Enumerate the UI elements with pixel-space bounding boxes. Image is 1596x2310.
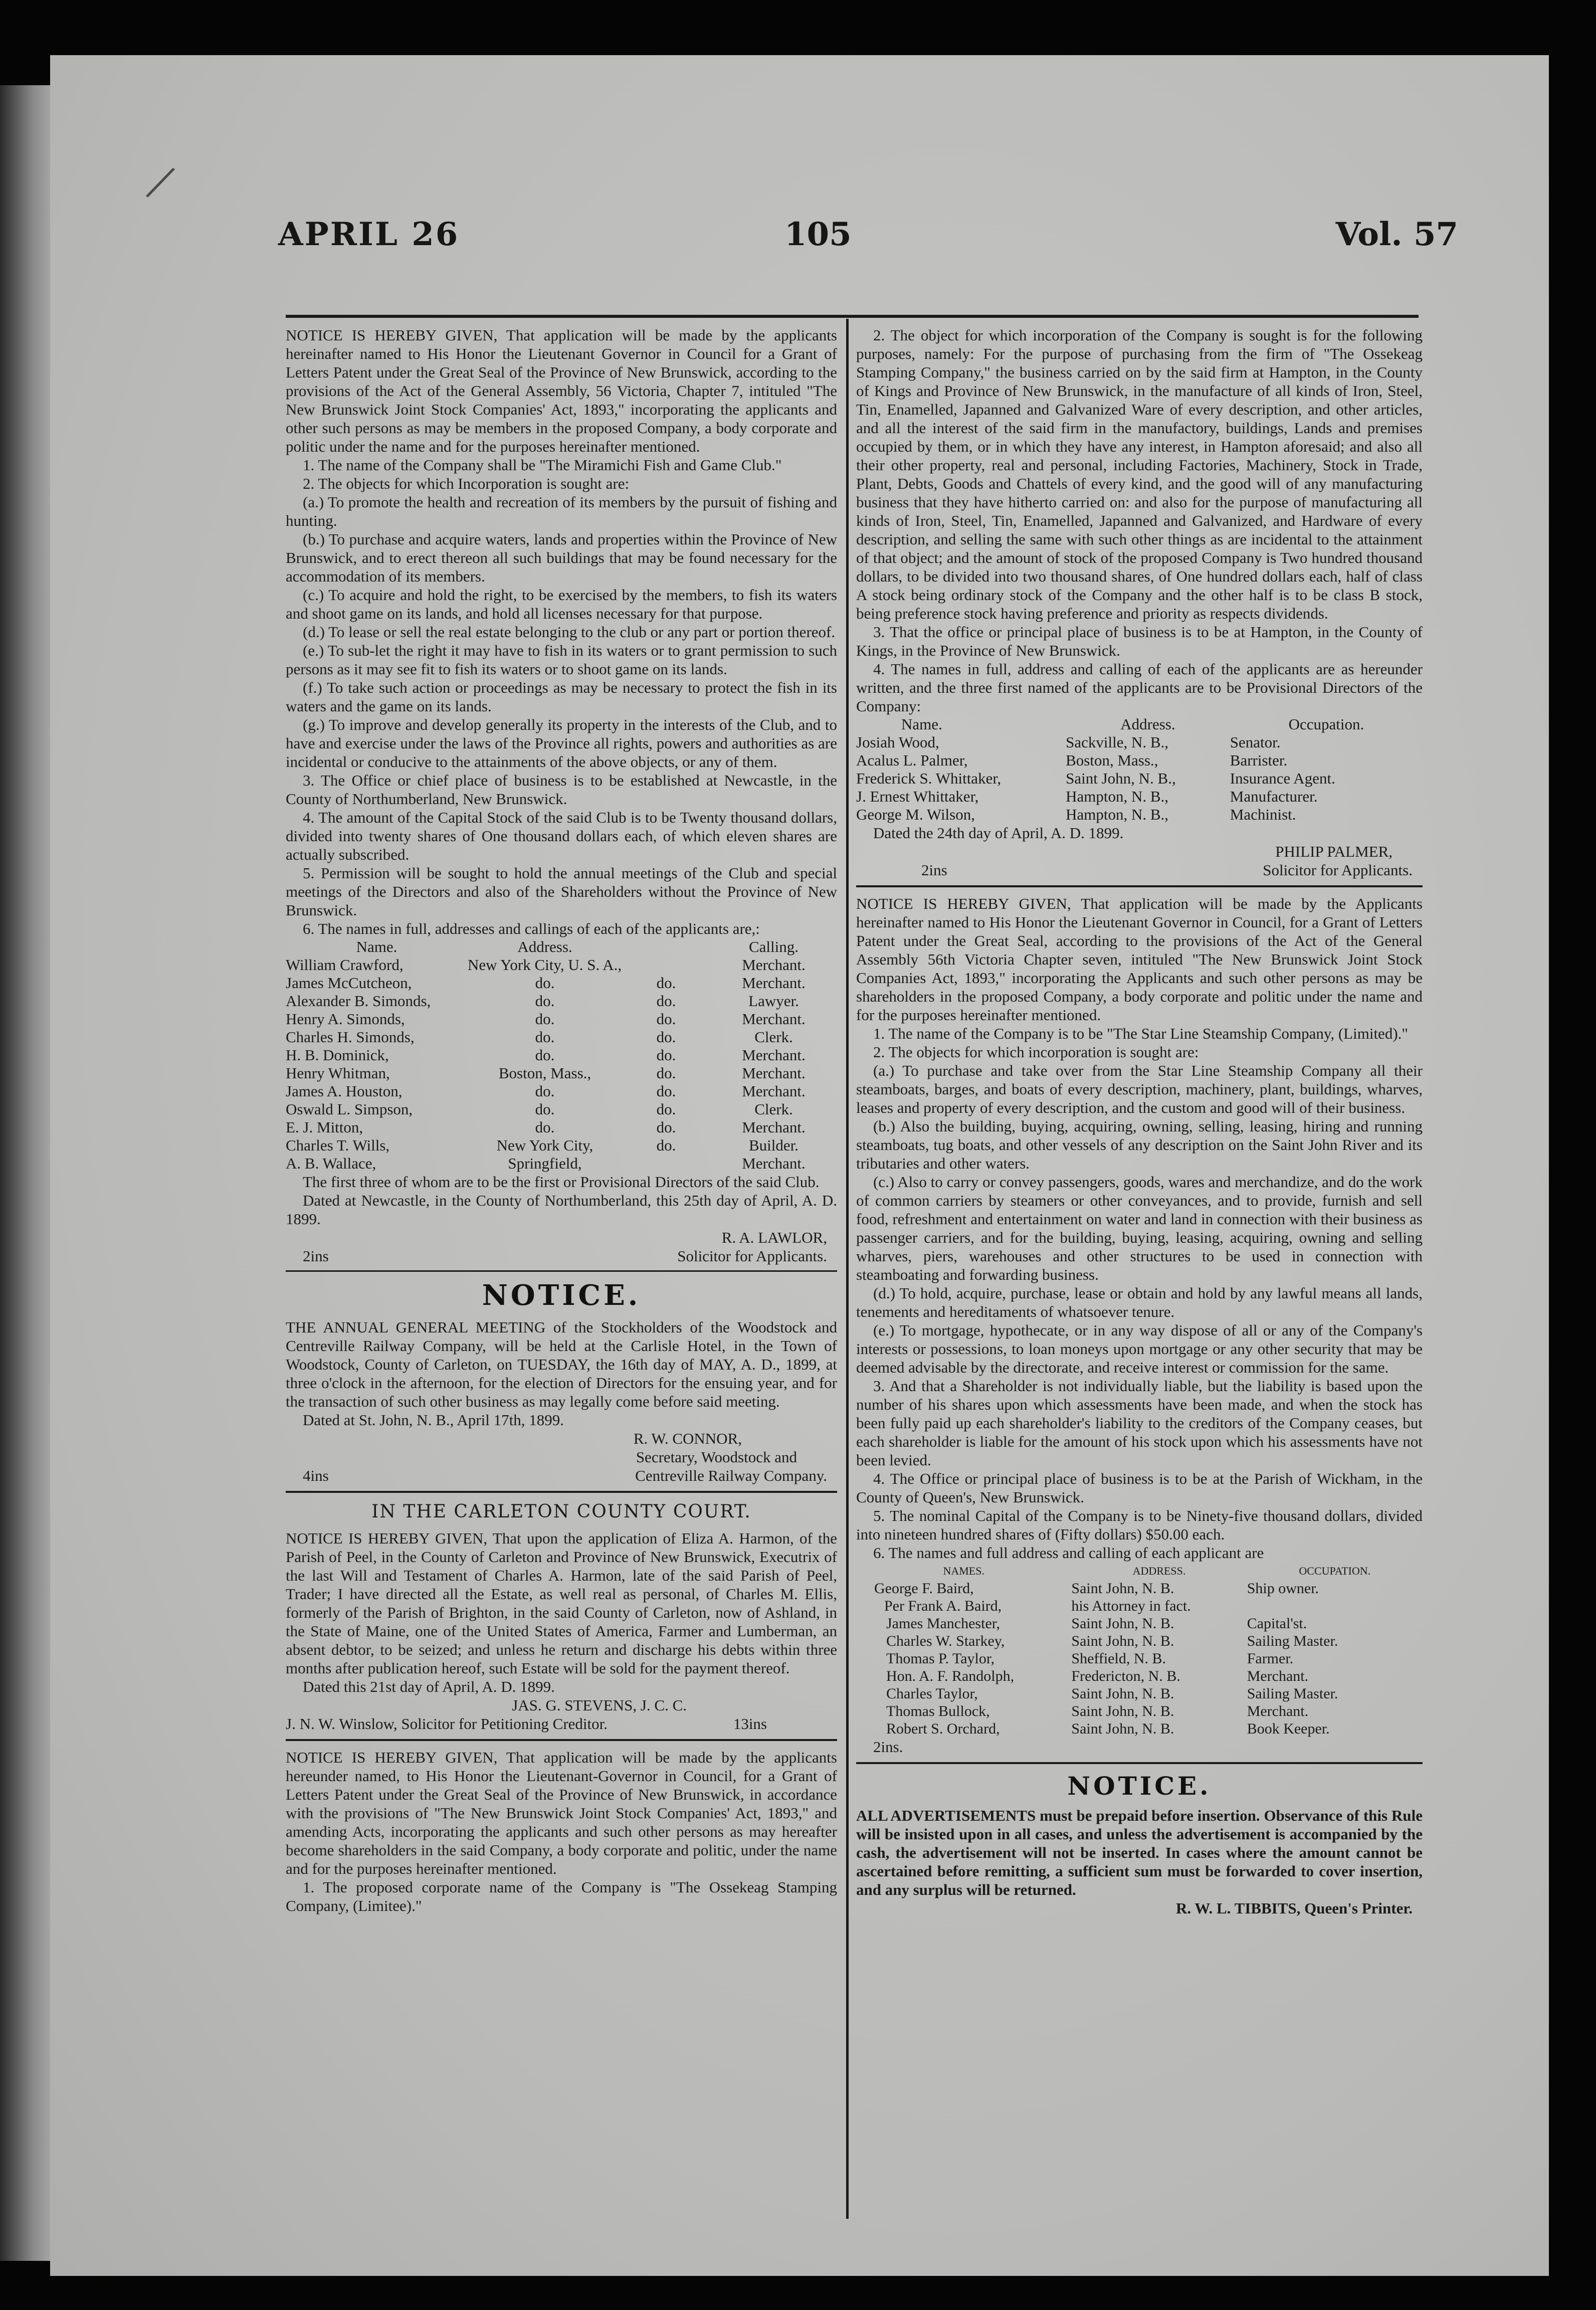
- court-notice: [286, 1500, 837, 1733]
- applicant-calling: Merchant.: [742, 1046, 806, 1064]
- court-notice-heading: IN THE CARLETON COUNTY COURT.: [371, 1501, 751, 1522]
- applicant-address-ditto: do.: [656, 992, 676, 1010]
- applicant-address-ditto: do.: [656, 974, 676, 992]
- applicant-address-ditto: [622, 1154, 710, 1173]
- left-column: [286, 326, 837, 1915]
- railway-notice-heading: NOTICE.: [482, 1279, 641, 1312]
- advertisements-notice: [856, 1771, 1423, 1917]
- applicant-name: Charles W. Starkey,: [886, 1633, 1005, 1649]
- railway-signatory-title: Secretary, Woodstock and: [636, 1448, 797, 1466]
- column-header: NAMES.: [943, 1565, 984, 1577]
- applicant-address-ditto: [622, 956, 710, 974]
- fish-club-paragraph: 6. The names in full, addresses and callings of each of the applicants are,:: [303, 920, 760, 937]
- applicant-occupation: Merchant.: [1247, 1668, 1309, 1684]
- stamping-notice-continued: [856, 326, 1423, 879]
- applicant-calling: Merchant.: [742, 1118, 806, 1136]
- table-row: [286, 1010, 837, 1028]
- applicant-address-ditto: do.: [656, 1118, 676, 1136]
- insertion-count: 4ins: [303, 1467, 329, 1484]
- stamping-dated: Dated the 24th day of April, A. D. 1899.: [873, 824, 1124, 842]
- applicant-name: Acalus L. Palmer,: [856, 751, 968, 769]
- applicant-name: Charles T. Wills,: [286, 1136, 390, 1154]
- table-row: [856, 1597, 1423, 1615]
- table-row: [856, 1720, 1423, 1738]
- applicant-calling: Clerk.: [754, 1028, 793, 1046]
- applicant-calling: Merchant.: [742, 1154, 806, 1172]
- running-head: [278, 216, 1458, 266]
- table-header-row: [286, 938, 837, 956]
- applicant-name: Hon. A. F. Randolph,: [886, 1668, 1015, 1684]
- applicant-name: E. J. Mitton,: [286, 1118, 363, 1136]
- applicant-calling: Builder.: [748, 1136, 799, 1154]
- railway-notice: [286, 1278, 837, 1485]
- applicant-occupation: Ship owner.: [1247, 1580, 1319, 1597]
- stamping-applicants-table: [856, 715, 1423, 824]
- table-row: [856, 1667, 1423, 1685]
- table-row: [856, 769, 1423, 788]
- table-row: [286, 1136, 837, 1154]
- star-line-paragraph: (c.) Also to carry or convey passengers, goods, wares and merchandize, and do the work of common carriers by steamers or other conveyances, and to provide, furnish and sell food, refreshment and entertainment on water and land in connection with their business as passenger carriers, and for the building, buying, leasing, acquiring, owning and selling wharves, piers, warehouses and other structures to be used in connection with steamboating and forwarding business.: [856, 1173, 1423, 1283]
- stamping-signature-line: [856, 861, 1423, 879]
- fish-club-paragraph: (a.) To promote the health and recreation of its members by the pursuit of fishing and hunting.: [286, 493, 837, 529]
- applicant-address: New York City,: [496, 1136, 593, 1154]
- applicant-calling: Merchant.: [742, 956, 806, 974]
- applicant-address: Hampton, N. B.,: [1066, 806, 1169, 823]
- applicant-address: Saint John, N. B.: [1071, 1703, 1174, 1719]
- notice-divider: [856, 1762, 1423, 1764]
- table-row: [286, 1046, 837, 1064]
- applicant-address: Springfield,: [508, 1154, 582, 1172]
- column-header: OCCUPATION.: [1299, 1565, 1371, 1577]
- table-row: [286, 1064, 837, 1082]
- table-row: [856, 1685, 1423, 1702]
- star-line-paragraph: (d.) To hold, acquire, purchase, lease or obtain and hold by any lawful means all lands, tenements and hereditaments of whatsoever tenure.: [856, 1284, 1423, 1320]
- fish-club-paragraph: 1. The name of the Company shall be "The Miramichi Fish and Game Club.": [303, 456, 782, 474]
- applicant-name: Charles H. Simonds,: [286, 1028, 415, 1046]
- stamping-signatory: PHILIP PALMER,: [1275, 843, 1392, 860]
- applicant-address: do.: [535, 1010, 555, 1028]
- applicant-address: do.: [535, 974, 555, 992]
- notice-divider: [286, 1739, 837, 1741]
- applicant-occupation: Book Keeper.: [1247, 1720, 1330, 1737]
- applicant-name: Per Frank A. Baird,: [884, 1598, 1002, 1614]
- column-header: ADDRESS.: [1132, 1565, 1186, 1577]
- court-signature-line: [286, 1714, 837, 1733]
- column-header: Name.: [356, 938, 397, 955]
- column-header: Address.: [1120, 715, 1175, 733]
- fish-club-paragraph: 5. Permission will be sought to hold the annual meetings of the Club and special meetings of the Directors and also of the Shareholders without the Province of New Brunswick.: [286, 864, 837, 919]
- fish-club-paragraph: (d.) To lease or sell the real estate belonging to the club or any part or portion thereof.: [303, 623, 836, 641]
- applicant-occupation: Machinist.: [1230, 806, 1296, 823]
- applicant-name: George M. Wilson,: [856, 806, 975, 823]
- fish-club-applicants-table: [286, 938, 837, 1173]
- advertisements-notice-heading: NOTICE.: [1067, 1771, 1212, 1801]
- stamping-notice-body: NOTICE IS HEREBY GIVEN, That application will be made by the applicants hereunder named, to His Honor the Lieutenant-Governor in Council, for a Grant of Letters Patent under the Great Seal of the Province of New Brunswick, in accordance with the provisions of "The New Brunswick Joint Stock Companies' Act, 1893," and amending Acts, incorporating the applicants and such other persons as may hereafter become shareholders in the said Company, a body corporate and politic, under the name and for the purposes hereinafter mentioned.: [286, 1749, 837, 1877]
- table-row: [856, 1580, 1423, 1597]
- header-rule: [286, 315, 1419, 318]
- applicant-address: Saint John, N. B.: [1071, 1685, 1174, 1702]
- insertion-count: 2ins.: [873, 1738, 903, 1756]
- star-line-paragraph: (e.) To mortgage, hypothecate, or in any way dispose of all or any of the Company's interests or possessions, to loan moneys upon mortgage or any other security that may be deemed advisable by the directorate, and receive interest or commission for the same.: [856, 1321, 1423, 1376]
- applicant-name: A. B. Wallace,: [286, 1154, 376, 1172]
- star-line-paragraph: 3. And that a Shareholder is not individually liable, but the liability is based upon the number of his shares upon which assessments have been made, and when the stock has been fully paid up each shareholder's liability to the creditors of the Company ceases, but each shareholder is liable for the amount of his stock upon which his assessments have not been levied.: [856, 1377, 1423, 1469]
- column-header: Calling.: [748, 938, 799, 955]
- table-row: [286, 1100, 837, 1118]
- notice-divider: [856, 885, 1423, 887]
- table-row: [286, 974, 837, 992]
- applicant-address-ditto: do.: [656, 1028, 676, 1046]
- table-row: [286, 1118, 837, 1136]
- applicant-occupation: Sailing Master.: [1247, 1633, 1338, 1649]
- right-column: [856, 326, 1423, 1917]
- table-row: [286, 1154, 837, 1173]
- star-line-paragraph: (a.) To purchase and take over from the Star Line Steamship Company all their steamboats, barges, and boats of every description, machinery, plant, buildings, wharves, leases and property of every description, and the custom and good will of their business.: [856, 1062, 1423, 1116]
- applicant-name: William Crawford,: [286, 956, 404, 974]
- court-solicitor: J. N. W. Winslow, Solicitor for Petitioning Creditor.: [286, 1715, 608, 1733]
- star-line-item: 1. The name of the Company is to be "The Star Line Steamship Company, (Limited).": [873, 1025, 1409, 1042]
- stamping-paragraph: 4. The names in full, address and calling of each of the applicants are as hereunder written, and the three first named of the applicants are to be Provisional Directors of the Company:: [856, 660, 1423, 715]
- table-row: [856, 1632, 1423, 1650]
- advertisements-signatory: R. W. L. TIBBITS, Queen's Printer.: [1175, 1899, 1413, 1917]
- signatory-title: Solicitor for Applicants.: [677, 1247, 827, 1265]
- court-notice-dated: Dated this 21st day of April, A. D. 1899.: [303, 1678, 555, 1695]
- table-row: [286, 1082, 837, 1100]
- applicant-address: do.: [535, 1082, 555, 1100]
- fish-club-signatory: R. A. LAWLOR,: [721, 1229, 827, 1246]
- insertion-count: 2ins: [303, 1247, 329, 1265]
- applicant-address-ditto: do.: [656, 1010, 676, 1028]
- column-header: [622, 938, 710, 956]
- table-row: [856, 1650, 1423, 1667]
- applicant-name: James Manchester,: [886, 1615, 1001, 1632]
- applicant-calling: Merchant.: [742, 974, 806, 992]
- fish-club-paragraph: (g.) To improve and develop generally its property in the interests of the Club, and to have and exercise under the laws of the Province all rights, powers and authorities as are incidental or conducive to the attainments of the above objects, or any of them.: [286, 716, 837, 771]
- applicant-calling: Merchant.: [742, 1082, 806, 1100]
- table-row: [856, 788, 1423, 806]
- fish-club-paragraph: (c.) To acquire and hold the right, to be exercised by the members, to fish its waters and shoot game on its lands, and hold all licenses necessary for that purpose.: [286, 586, 837, 622]
- applicant-name: James McCutcheon,: [286, 974, 412, 992]
- railway-notice-body: THE ANNUAL GENERAL MEETING of the Stockholders of the Woodstock and Centreville Railway Company, will be held at the Carlisle Hotel, in the Town of Woodstock, County of Carleton, on TUESDAY, the 16th day of MAY, A. D., 1899, at three o'clock in the afternoon, for the election of Directors for the ensuing year, and for the transaction of such other business as may legally come before said meeting.: [286, 1318, 837, 1410]
- table-row: [856, 1702, 1423, 1720]
- table-row: [856, 1615, 1423, 1632]
- applicant-calling: Merchant.: [742, 1010, 806, 1028]
- applicant-address: Saint John, N. B.: [1071, 1615, 1174, 1632]
- applicant-address: New York City, U. S. A.,: [468, 956, 622, 974]
- applicant-occupation: [1247, 1597, 1423, 1615]
- stamping-paragraph: 3. That the office or principal place of business is to be at Hampton, in the County of Kings, in the Province of New Brunswick.: [856, 623, 1423, 659]
- applicant-occupation: Sailing Master.: [1247, 1685, 1338, 1702]
- applicant-occupation: Senator.: [1230, 733, 1281, 751]
- star-line-intro: NOTICE IS HEREBY GIVEN, That application will be made by the Applicants hereinafter named to His Honor the Lieutenant Governor in Council, for a Grant of Letters Patent under the Great Seal, according to the provisions of the Act of the General Assembly 56th Victoria Chapter seven, intituled "The New Brunswick Joint Stock Companies Act, 1893," incorporating the Applicants and such other persons as may be shareholders in the proposed Company, a body corporate and politic under the name and for the purposes hereinafter mentioned.: [856, 895, 1423, 1024]
- applicant-address: Sackville, N. B.,: [1066, 733, 1169, 751]
- table-row: [856, 806, 1423, 824]
- notice-divider: [286, 1270, 837, 1272]
- column-header: Occupation.: [1288, 715, 1364, 733]
- applicant-address: Sheffield, N. B.: [1071, 1650, 1166, 1667]
- applicant-name: James A. Houston,: [286, 1082, 403, 1100]
- railway-signatory: R. W. CONNOR,: [633, 1430, 742, 1447]
- notice-divider: [286, 1491, 837, 1493]
- insertion-count: 13ins: [733, 1715, 767, 1733]
- star-line-applicants-table: [856, 1562, 1423, 1738]
- applicant-name: Thomas Bullock,: [886, 1703, 990, 1719]
- page-number: 105: [784, 216, 852, 253]
- table-row: [856, 751, 1423, 769]
- fish-club-closing: The first three of whom are to be the first or Provisional Directors of the said Club.: [303, 1173, 820, 1191]
- column-header: Name.: [901, 715, 942, 733]
- star-line-notice: [856, 894, 1423, 1756]
- fish-club-paragraph: (f.) To take such action or proceedings as may be necessary to protect the fish in its waters and the game on its lands.: [286, 679, 837, 715]
- applicant-name: J. Ernest Whittaker,: [856, 788, 979, 805]
- applicant-address-ditto: do.: [656, 1100, 676, 1118]
- applicant-address: his Attorney in fact.: [1071, 1598, 1191, 1614]
- fish-club-dated: Dated at Newcastle, in the County of Northumberland, this 25th day of April, A. D. 1899.: [286, 1192, 837, 1228]
- court-judge: JAS. G. STEVENS, J. C. C.: [512, 1696, 687, 1714]
- applicant-name: Frederick S. Whittaker,: [856, 769, 1002, 787]
- applicant-address: Saint John, N. B.: [1071, 1720, 1174, 1737]
- signatory-title: Centreville Railway Company.: [635, 1467, 827, 1484]
- stamping-notice-item: 1. The proposed corporate name of the Company is "The Ossekeag Stamping Company, (Limitee).": [286, 1878, 837, 1914]
- star-line-paragraph: (b.) Also the building, buying, acquiring, owning, selling, leasing, hiring and running steamboats, tug boats, and other vessels of any description on the Saint John River and its tributaries and other waters.: [856, 1117, 1423, 1172]
- fish-club-intro: NOTICE IS HEREBY GIVEN, That application will be made by the applicants hereinafter named to His Honor the Lieutenant Governor in Council for a Grant of Letters Patent under the Great Seal of the Province of New Brunswick, according to the provisions of the Act of the General Assembly, 56 Victoria, Chapter 7, intituled "The New Brunswick Joint Stock Companies' Act, 1893," incorporating the applicants and other such persons as may be members in the proposed Company, a body corporate and politic under the name and for the purposes hereinafter mentioned.: [286, 326, 837, 455]
- applicant-address: Boston, Mass.,: [498, 1064, 591, 1082]
- applicant-name: Henry Whitman,: [286, 1064, 390, 1082]
- applicant-name: Robert S. Orchard,: [886, 1720, 1000, 1737]
- applicant-address-ditto: do.: [656, 1046, 676, 1064]
- insertion-count: 2ins: [921, 861, 947, 879]
- applicant-name: Alexander B. Simonds,: [286, 992, 431, 1010]
- applicant-address: do.: [535, 992, 555, 1010]
- railway-signature-line: [286, 1466, 837, 1485]
- fish-club-paragraph: 2. The objects for which Incorporation is sought are:: [303, 475, 630, 492]
- applicant-occupation: Farmer.: [1247, 1650, 1294, 1667]
- applicant-address: Saint John, N. B.,: [1066, 769, 1176, 787]
- applicant-address: Saint John, N. B.: [1071, 1633, 1174, 1649]
- applicant-name: Thomas P. Taylor,: [886, 1650, 995, 1667]
- applicant-name: George F. Baird,: [874, 1580, 974, 1597]
- applicant-occupation: Merchant.: [1247, 1703, 1309, 1719]
- applicant-occupation: Barrister.: [1230, 751, 1288, 769]
- applicant-address: do.: [535, 1118, 555, 1136]
- table-row: [856, 733, 1423, 751]
- volume-number: Vol. 57: [1335, 216, 1458, 253]
- stamping-notice-start: [286, 1748, 837, 1915]
- applicant-occupation: Manufacturer.: [1230, 788, 1318, 805]
- applicant-address: do.: [535, 1046, 555, 1064]
- applicant-address-ditto: do.: [656, 1064, 676, 1082]
- applicant-name: Josiah Wood,: [856, 733, 939, 751]
- fish-club-paragraph: (e.) To sub-let the right it may have to fish in its waters or to grant permission to such persons as it may see fit to fish its waters or to shoot game on its lands.: [286, 642, 837, 678]
- column-rule: [846, 319, 849, 2219]
- table-row: [286, 992, 837, 1010]
- stamping-paragraph: 2. The object for which incorporation of the Company is sought is for the following purposes, namely: For the purpose of purchasing from the firm of "The Ossekeag Stamping Company," the business carried on by the said firm at Hampton, in the County of Kings and Province of New Brunswick, in the manufacture of all kinds of Iron, Steel, Tin, Enamelled, Japanned and Galvanized Ware of every description, and other articles, and all the interest of the said firm in the manufactory, buildings, Lands and premises occupied by them, or in which they have any interest, in Hampton aforesaid; and also all their other property, real and personal, including Factories, Machinery, Stock in Trade, Plant, Debts, Goods and Chattels of every kind, and the good will of any manufacturing business that they have hitherto carried on: and also for the purpose of manufacturing all kinds of Iron, Steel, Tin, Enamelled, Japanned and Galvanized, and Hardware of every description, and selling the same with such other things as are incidental to the attainment of that object; and the amount of stock of the proposed Company is Two hundred thousand dollars, to be divided into two thousand shares, of One hundred dollars each, half of class A stock being ordinary stock of the Company and the other half is to be class B stock, being preference stock having preference and priority as respects dividends.: [856, 326, 1423, 622]
- applicant-occupation: Insurance Agent.: [1230, 769, 1335, 787]
- fish-club-paragraph: 3. The Office or chief place of business is to be established at Newcastle, in the County of Northumberland, New Brunswick.: [286, 772, 837, 808]
- applicant-name: Henry A. Simonds,: [286, 1010, 405, 1028]
- applicant-address: Hampton, N. B.,: [1066, 788, 1169, 805]
- applicant-name: Oswald L. Simpson,: [286, 1100, 413, 1118]
- applicant-name: Charles Taylor,: [886, 1685, 978, 1702]
- table-header-row: [856, 715, 1423, 733]
- advertisements-notice-body: ALL ADVERTISEMENTS must be prepaid before insertion. Observance of this Rule will be insisted upon in all cases, and unless the advertisement is accompanied by the cash, the advertisement will not be inserted. In cases where the amount cannot be ascertained before remitting, a sufficient sum must be forwarded to cover insertion, and any surplus will be returned.: [856, 1807, 1423, 1898]
- applicant-address: do.: [535, 1100, 555, 1118]
- fish-club-signature-line: [286, 1247, 837, 1265]
- table-row: [286, 956, 837, 974]
- star-line-paragraph: 6. The names and full address and calling of each applicant are: [873, 1544, 1264, 1562]
- applicant-name: H. B. Dominick,: [286, 1046, 389, 1064]
- applicant-calling: Lawyer.: [748, 992, 799, 1010]
- table-row: [286, 1028, 837, 1046]
- column-header: Address.: [517, 938, 572, 955]
- table-header-row: [856, 1562, 1423, 1580]
- pen-mark: /: [140, 151, 181, 213]
- star-line-paragraph: 5. The nominal Capital of the Company is to be Ninety-five thousand dollars, divided into nineteen hundred shares of (Fifty dollars) $50.00 each.: [856, 1507, 1423, 1543]
- fish-club-notice: [286, 326, 837, 1265]
- applicant-address: Saint John, N. B.: [1071, 1580, 1174, 1597]
- applicant-address: do.: [535, 1028, 555, 1046]
- applicant-occupation: Capital'st.: [1247, 1615, 1307, 1632]
- applicant-address-ditto: do.: [656, 1136, 676, 1154]
- applicant-calling: Merchant.: [742, 1064, 806, 1082]
- applicant-address: Boston, Mass.,: [1066, 751, 1158, 769]
- signatory-title: Solicitor for Applicants.: [1263, 861, 1413, 879]
- court-notice-body: NOTICE IS HEREBY GIVEN, That upon the application of Eliza A. Harmon, of the Parish of Peel, in the County of Carleton and Province of New Brunswick, Executrix of the last Will and Testament of Charles A. Harmon, late of the said Parish of Peel, Trader; I have directed all the Estate, as well real as personal, of Charles M. Ellis, formerly of the Parish of Brighton, in the said County of Carleton, now of Ashland, in the State of Maine, one of the United States of America, Farmer and Lumberman, an absent debtor, to be seized; and unless he return and discharge his debts within three months after publication hereof, such Estate will be sold for the payment thereof.: [286, 1529, 837, 1677]
- star-line-paragraph: 4. The Office or principal place of business is to be at the Parish of Wickham, in the County of Queen's, New Brunswick.: [856, 1470, 1423, 1506]
- railway-notice-dated: Dated at St. John, N. B., April 17th, 1899.: [303, 1411, 564, 1429]
- applicant-address: Fredericton, N. B.: [1071, 1668, 1180, 1684]
- issue-date: APRIL 26: [278, 216, 460, 253]
- applicant-address-ditto: do.: [656, 1082, 676, 1100]
- star-line-paragraph: 2. The objects for which incorporation is sought are:: [873, 1043, 1199, 1061]
- fish-club-paragraph: (b.) To purchase and acquire waters, lands and properties within the Province of New Brunswick, and to erect thereon all such buildings that may be found necessary for the accommodation of its members.: [286, 530, 837, 585]
- applicant-calling: Clerk.: [754, 1100, 793, 1118]
- fish-club-paragraph: 4. The amount of the Capital Stock of the said Club is to be Twenty thousand dollars, divided into twenty shares of One thousand dollars each, of which eleven shares are actually subscribed.: [286, 809, 837, 863]
